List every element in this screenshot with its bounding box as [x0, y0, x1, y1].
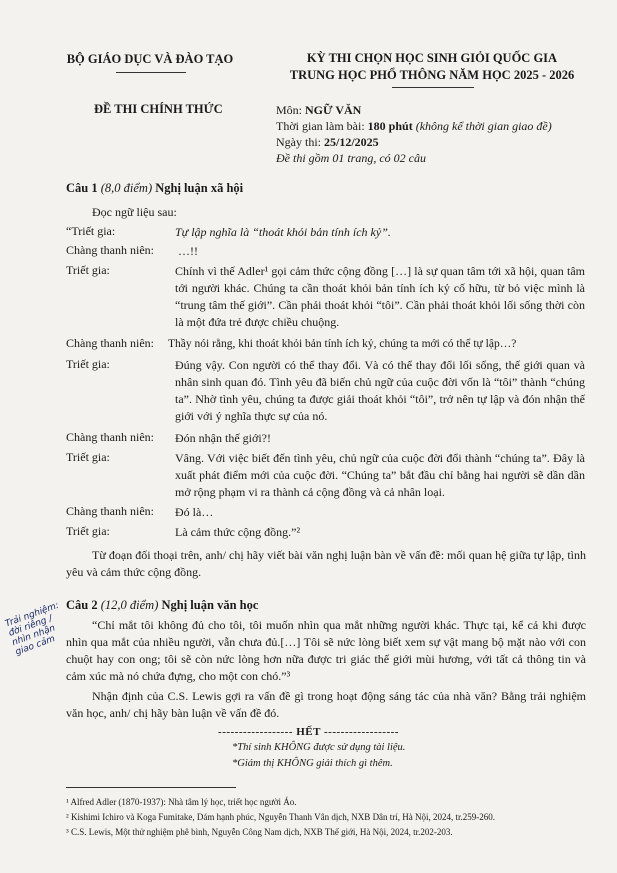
- speaker: Chàng thanh niên:: [66, 243, 154, 257]
- q2-heading: [66, 598, 258, 613]
- utterance: Đón nhận thế giới?!: [175, 431, 271, 445]
- speaker: Triết gia:: [66, 450, 110, 464]
- q2-label: Câu 2: [66, 598, 98, 612]
- utterance: Tự lập nghĩa là “thoát khỏi bản tính ích kỷ”.: [175, 225, 391, 239]
- q1-points: (8,0 điểm): [97, 181, 156, 195]
- speaker: Chàng thanh niên:: [66, 336, 154, 350]
- speaker: Triết gia:: [66, 263, 110, 277]
- exam-meta: [276, 102, 552, 166]
- subject-label: Môn:: [276, 103, 306, 117]
- time-value: 180 phút: [367, 119, 413, 133]
- speaker: Triết gia:: [66, 357, 110, 371]
- speaker: “Triết gia:: [66, 224, 116, 238]
- exam-title-underline: [392, 87, 474, 88]
- utterance: …!!: [178, 244, 198, 258]
- footnote: ³ C.S. Lewis, Một thử nghiệm phê bình, Nguyễn Công Nam dịch, NXB Thế giới, Hà Nội, 2024, tr.202-203.: [66, 827, 453, 837]
- pages-note: Đề thi gồm 01 trang, có 02 câu: [276, 151, 426, 165]
- end-marker: ------------------ HẾT ------------------: [218, 726, 399, 738]
- exam-title: [262, 50, 602, 84]
- end-note-2: *Giám thị KHÔNG giải thích gì thêm.: [232, 758, 393, 769]
- official-exam-label: ĐỀ THI CHÍNH THỨC: [94, 102, 223, 116]
- date-label: Ngày thi:: [276, 135, 324, 149]
- q1-label: Câu 1: [66, 181, 98, 195]
- speaker: Chàng thanh niên:: [66, 504, 154, 518]
- q2-task: Nhận định của C.S. Lewis gợi ra vấn đề gì trong hoạt động sáng tác của nhà văn? Bằng trải nghiệm văn học, anh/ chị hãy bàn luận về vấn đề đó.: [66, 689, 586, 720]
- footnote: ² Kishimi Ichiro và Koga Fumitake, Dám hạnh phúc, Nguyễn Thanh Vân dịch, NXB Dân trí, Hà Nội, 2024, tr.259-260.: [66, 812, 496, 822]
- exam-title-line-1: KỲ THI CHỌN HỌC SINH GIỎI QUỐC GIA: [306, 51, 558, 65]
- q1-task: Từ đoạn đối thoại trên, anh/ chị hãy viết bài văn nghị luận bàn về vấn đề: mối quan hệ giữa tự lập, tình yêu và cảm thức cộng đồng.: [66, 548, 586, 579]
- time-label: Thời gian làm bài:: [276, 119, 368, 133]
- subject: NGỮ VĂN: [305, 103, 362, 117]
- utterance: Đúng vậy. Con người có thể thay đổi. Và có thể thay đổi lối sống, thế giới quan và nhân sinh quan đó. Tình yêu đã biến chủ ngữ của cuộc đời vốn là “tôi” thành “chúng ta”. Nhờ tình yêu, chúng ta được giải thoát khỏi “tôi”, trở nên tự lập và đón nhận thế giới với ý nghĩa thực sự của nó.: [175, 358, 585, 423]
- utterance: Đó là…: [175, 505, 214, 519]
- q2-title: Nghị luận văn học: [161, 598, 259, 612]
- end-note-1: *Thí sinh KHÔNG được sử dụng tài liệu.: [232, 742, 406, 753]
- handwritten-note: Trải nghiệm: đời riêng / nhìn nhận giao cảm: [4, 600, 61, 658]
- footnote-divider: [66, 787, 236, 788]
- ministry-name: BỘ GIÁO DỤC VÀ ĐÀO TẠO: [66, 52, 234, 66]
- ministry-underline: [116, 72, 186, 73]
- speaker: Triết gia:: [66, 524, 110, 538]
- q1-heading: [66, 181, 243, 196]
- utterance: Thầy nói rằng, khi thoát khỏi bản tính ích kỷ, chúng ta mới có thể tự lập…?: [168, 338, 517, 350]
- q2-points: (12,0 điểm): [97, 598, 162, 612]
- date-value: 25/12/2025: [324, 135, 379, 149]
- exam-title-line-2: TRUNG HỌC PHỔ THÔNG NĂM HỌC 2025 - 2026: [289, 68, 575, 82]
- speaker: Chàng thanh niên:: [66, 430, 154, 444]
- q1-title: Nghị luận xã hội: [155, 181, 244, 195]
- utterance: Vâng. Với việc biết đến tình yêu, chủ ngữ của cuộc đời đổi thành “chúng ta”. Đây là xuất phát điểm mới của cuộc đời. “Chúng ta” bắt đầu chỉ bằng hai người sẽ dần dần mở rộng phạm vi ra thành cả cộng đồng và cả nhân loại.: [175, 451, 585, 499]
- q2-quote: “Chỉ mắt tôi không đủ cho tôi, tôi muốn nhìn qua mắt những người khác. Thực tại, kể cả khi được nhìn qua mắt của nhiều người, vẫn chưa đủ.[…] Tôi sẽ nức lòng biết xem sự vật mang bộ mặt nào với con chuột hay con ong; tôi sẽ còn nức lòng hơn nữa được tri giác thế giới mùi hương, với tất cả thông tin và cảm xúc mà nó chứa đựng, cho một con chó.”³: [66, 618, 586, 683]
- footnote: ¹ Alfred Adler (1870-1937): Nhà tâm lý học, triết học người Áo.: [66, 797, 297, 807]
- utterance: Chính vì thế Adler¹ gọi cảm thức cộng đồng […] là sự quan tâm tới xã hội, quan tâm tới người khác. Chúng ta cần thoát khỏi bản tính ích kỷ cố hữu, từ bỏ việc mình là “trung tâm thế giới”. Cần phải thoát khỏi “tôi”. Cần phải thoát khỏi lối sống thời còn là một đứa trẻ được chiều chuộng.: [175, 264, 585, 329]
- q1-intro: Đọc ngữ liệu sau:: [92, 205, 177, 219]
- time-note: (không kể thời gian giao đề): [412, 119, 552, 133]
- utterance: Là cảm thức cộng đồng.”²: [175, 525, 301, 539]
